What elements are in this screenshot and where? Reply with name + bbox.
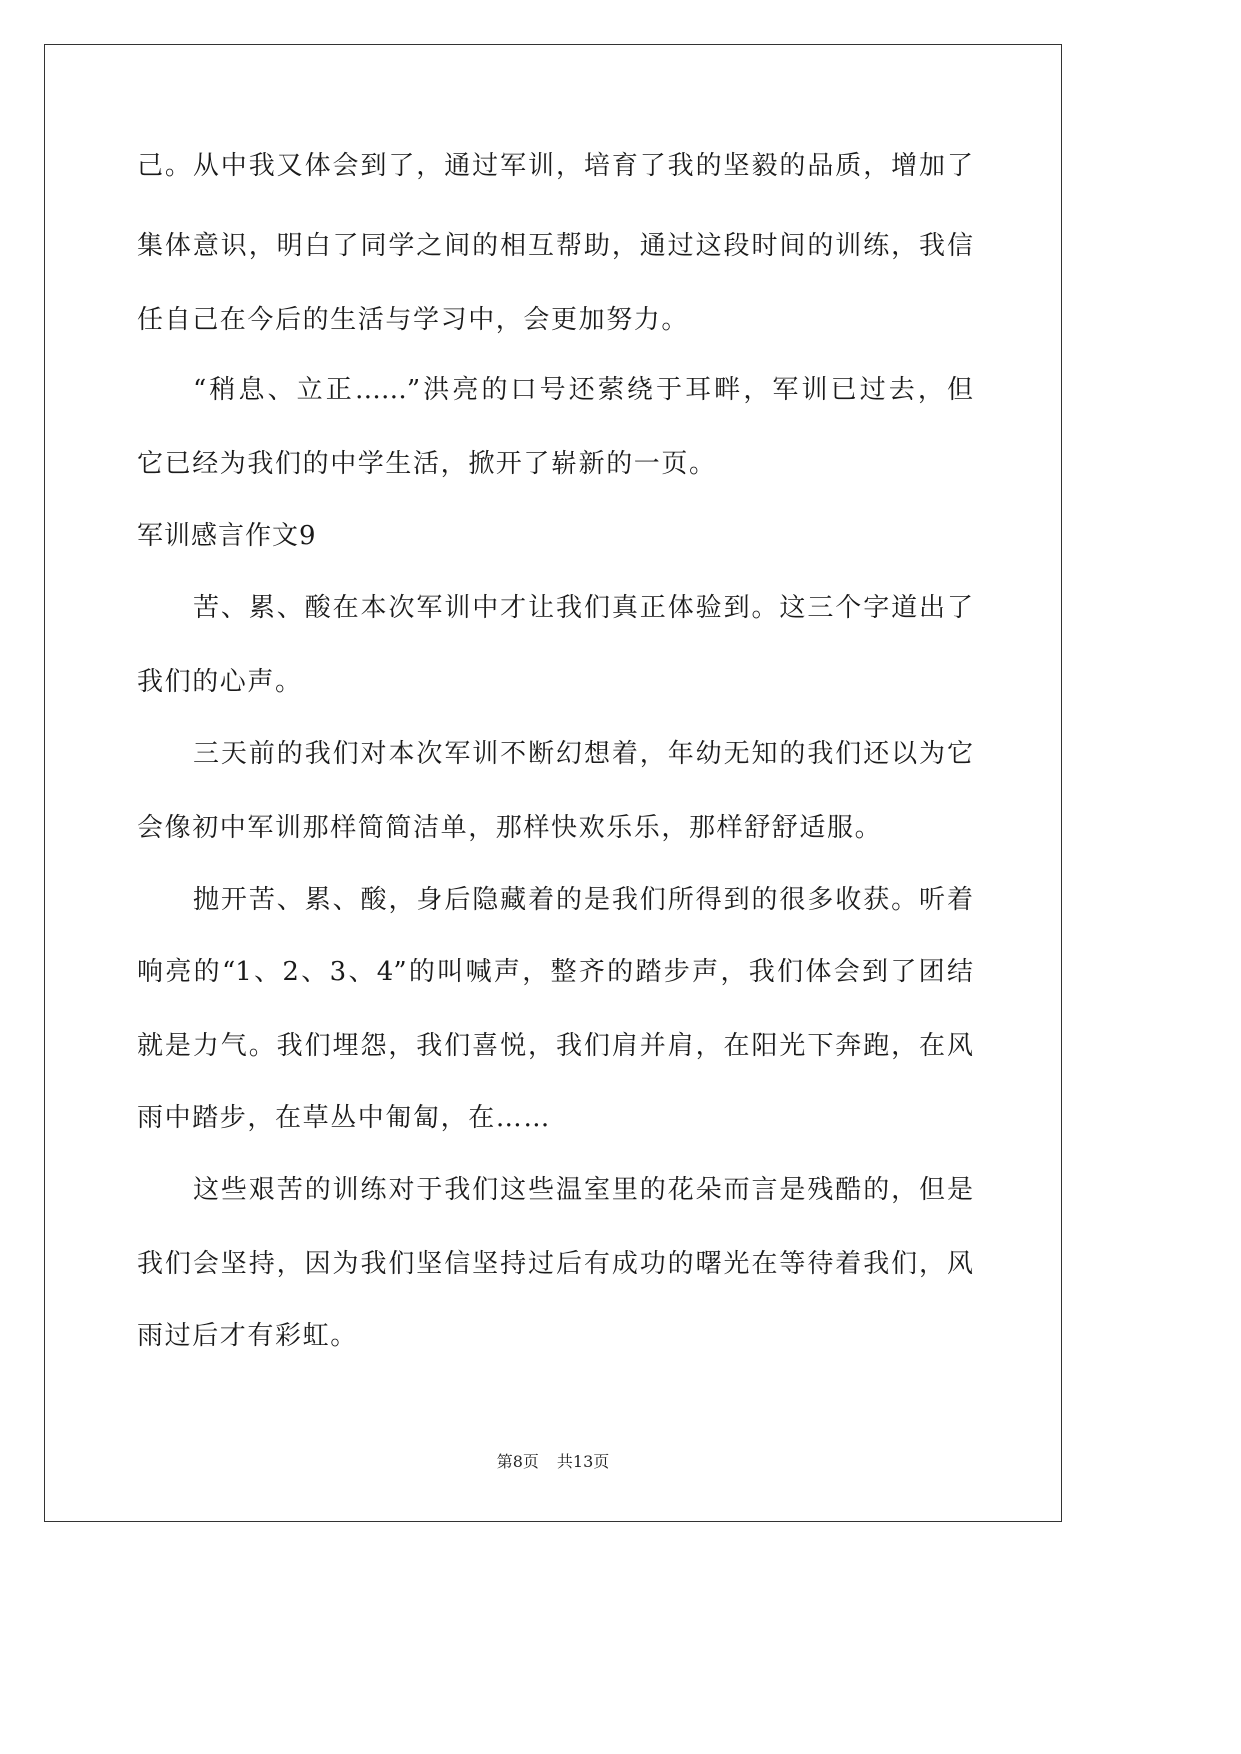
body-line: 任自己在今后的生活与学习中，会更加努力。: [137, 305, 690, 335]
body-line: 我们的心声。: [137, 667, 303, 697]
total-pages: 共13页: [556, 1452, 610, 1471]
paragraph-first-line: 三天前的我们对本次军训不断幻想着，年幼无知的我们还以为它: [193, 739, 973, 769]
paragraph-first-line: 抛开苦、累、酸，身后隐藏着的是我们所得到的很多收获。听着: [193, 885, 973, 915]
body-line: 它已经为我们的中学生活，掀开了崭新的一页。: [137, 449, 717, 479]
page-footer: [0, 1452, 1106, 1472]
body-line: 响亮的“1、2、3、4”的叫喊声，整齐的踏步声，我们体会到了团结: [137, 957, 973, 987]
body-line: 会像初中军训那样简简洁单，那样快欢乐乐，那样舒舒适服。: [137, 813, 883, 843]
paragraph-first-line: “稍息、立正……”洪亮的口号还萦绕于耳畔，军训已过去，但: [193, 375, 973, 405]
body-line: 我们会坚持，因为我们坚信坚持过后有成功的曙光在等待着我们，风: [137, 1249, 973, 1279]
paragraph-first-line: 苦、累、酸在本次军训中才让我们真正体验到。这三个字道出了: [193, 593, 973, 623]
section-title: 军训感言作文9: [137, 521, 317, 551]
body-line: 集体意识，明白了同学之间的相互帮助，通过这段时间的训练，我信: [137, 231, 973, 261]
body-line: 雨过后才有彩虹。: [137, 1321, 358, 1351]
body-line: 己。从中我又体会到了，通过军训，培育了我的坚毅的品质，增加了: [137, 151, 973, 181]
page-number: 第8页: [496, 1452, 539, 1471]
paragraph-first-line: 这些艰苦的训练对于我们这些温室里的花朵而言是残酷的，但是: [193, 1175, 973, 1205]
body-line: 雨中踏步，在草丛中匍匐，在……: [137, 1103, 552, 1133]
body-line: 就是力气。我们埋怨，我们喜悦，我们肩并肩，在阳光下奔跑，在风: [137, 1031, 973, 1061]
page-border: [44, 44, 1062, 1522]
